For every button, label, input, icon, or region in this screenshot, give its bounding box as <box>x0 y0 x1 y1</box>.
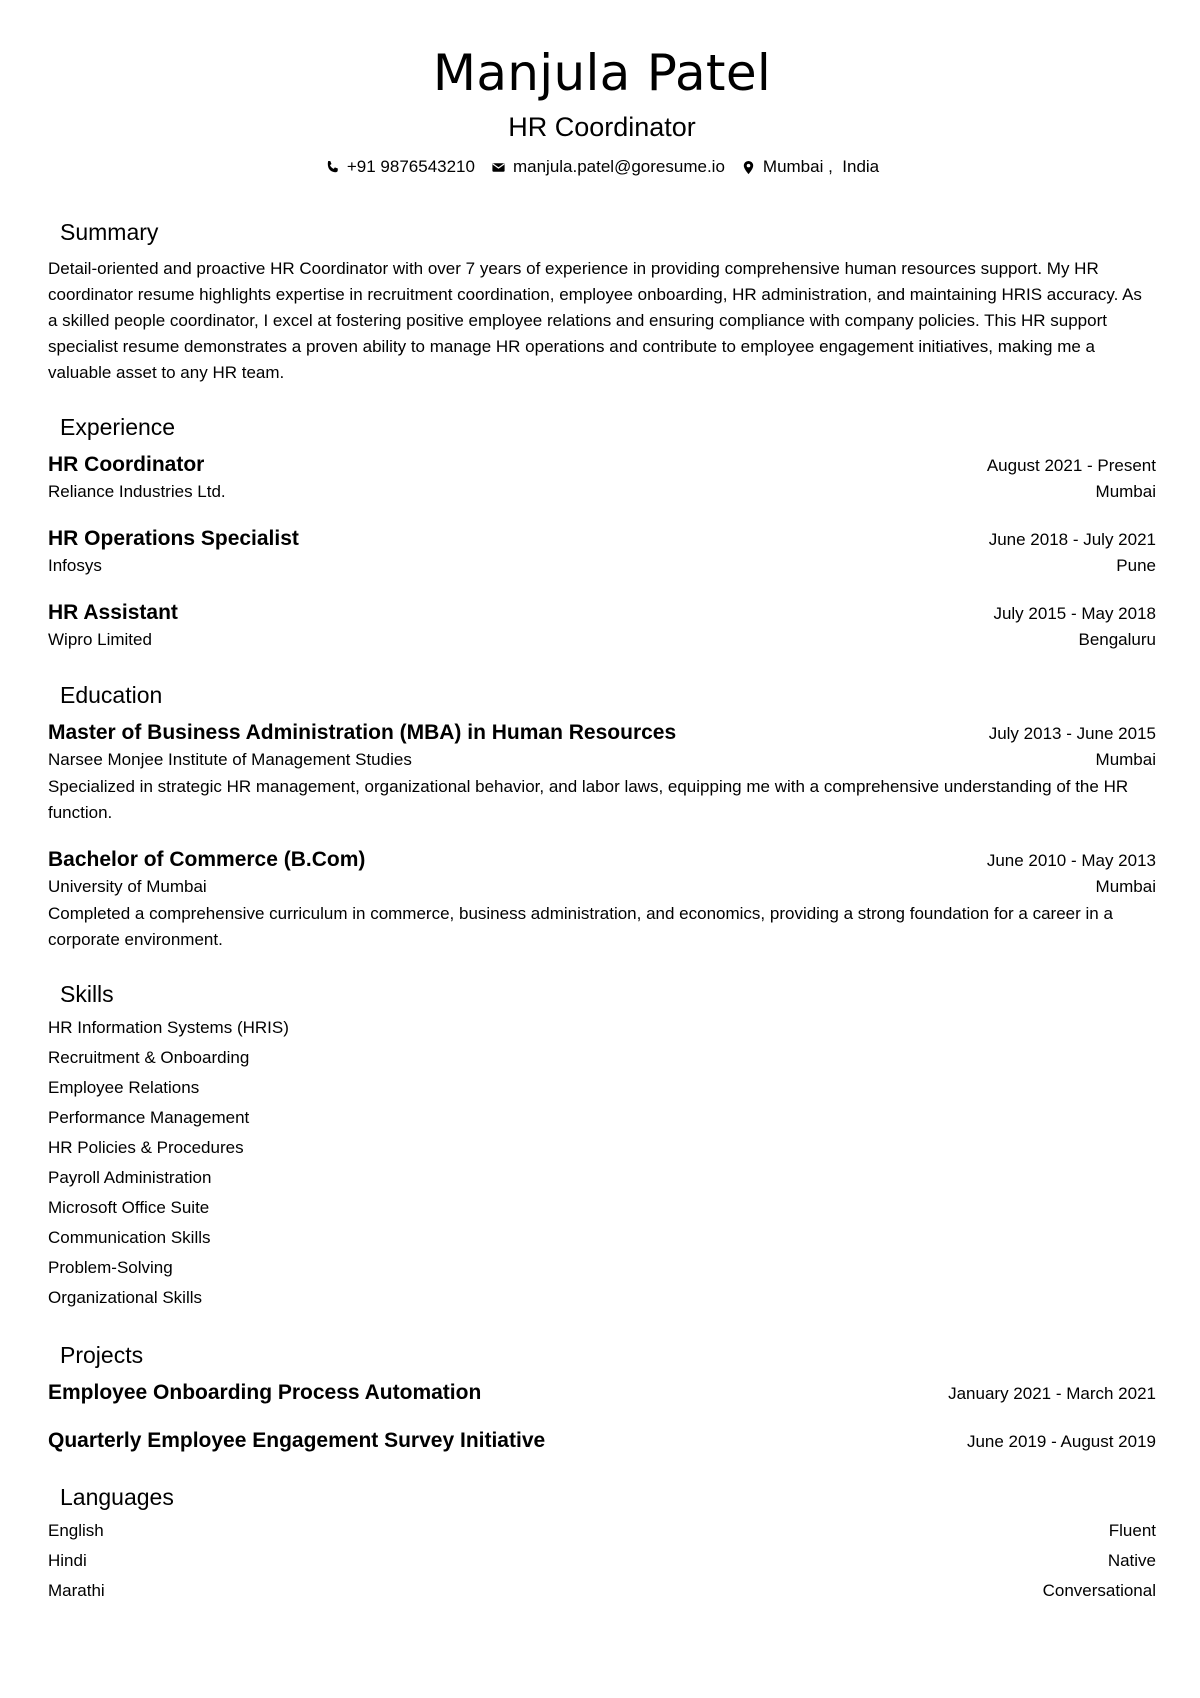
job-dates: June 2018 - July 2021 <box>988 530 1156 549</box>
entry-subheader <box>48 874 1156 900</box>
skill-item: Recruitment & Onboarding <box>48 1048 250 1067</box>
education-dates: July 2013 - June 2015 <box>988 724 1156 743</box>
entry-header <box>48 451 1156 479</box>
skills-list <box>48 1013 1156 1313</box>
phone-text: +91 9876543210 <box>346 157 475 176</box>
job-location: Pune <box>1116 556 1156 575</box>
education-dates: June 2010 - May 2013 <box>986 851 1156 870</box>
entry-subheader <box>48 747 1156 773</box>
language-level: Native <box>1107 1551 1156 1570</box>
map-pin-icon <box>741 160 756 175</box>
languages-list <box>48 1516 1156 1606</box>
language-name: Marathi <box>48 1581 105 1600</box>
language-row <box>48 1576 1156 1606</box>
education-entry <box>48 719 1156 826</box>
contact-email <box>491 156 725 178</box>
email-text: manjula.patel@goresume.io <box>512 157 725 176</box>
company-name: Infosys <box>48 556 102 575</box>
education-section <box>48 681 1156 953</box>
school-name: Narsee Monjee Institute of Management Studies <box>48 750 412 769</box>
job-location: Bengaluru <box>1078 630 1156 649</box>
envelope-icon <box>491 160 506 175</box>
job-location: Mumbai <box>1095 482 1156 501</box>
project-title: Quarterly Employee Engagement Survey Initiative <box>48 1429 546 1452</box>
section-heading-skills: Skills <box>60 981 114 1007</box>
project-entry <box>48 1379 1156 1407</box>
section-heading-education: Education <box>60 682 163 708</box>
projects-section <box>48 1341 1156 1455</box>
section-heading-languages: Languages <box>60 1484 174 1510</box>
entry-header <box>48 1427 1156 1455</box>
skill-item: Payroll Administration <box>48 1168 212 1187</box>
education-description: Completed a comprehensive curriculum in commerce, business administration, and economics, providing a strong foundation for a career in a corporate environment. <box>48 904 1113 949</box>
contact-phone <box>325 156 475 178</box>
resume-page <box>48 0 1156 1606</box>
school-name: University of Mumbai <box>48 877 207 896</box>
school-location: Mumbai <box>1095 877 1156 896</box>
entry-subheader <box>48 627 1156 653</box>
job-dates: August 2021 - Present <box>986 456 1156 475</box>
contact-location <box>741 156 879 178</box>
language-level: Conversational <box>1042 1581 1156 1600</box>
experience-entry <box>48 525 1156 579</box>
language-row <box>48 1546 1156 1576</box>
section-heading-projects: Projects <box>60 1342 144 1368</box>
phone-icon <box>325 160 340 175</box>
degree-title: Master of Business Administration (MBA) in Human Resources <box>48 721 677 744</box>
skill-item: Problem-Solving <box>48 1258 173 1277</box>
languages-section <box>48 1483 1156 1606</box>
education-description: Specialized in strategic HR management, organizational behavior, and labor laws, equipping me with a comprehensive understanding of the HR function. <box>48 777 1129 822</box>
skill-item: Microsoft Office Suite <box>48 1198 210 1217</box>
entry-header <box>48 599 1156 627</box>
skill-item: Employee Relations <box>48 1078 200 1097</box>
entry-subheader <box>48 553 1156 579</box>
language-level: Fluent <box>1108 1521 1156 1540</box>
entry-header <box>48 719 1156 747</box>
section-heading-experience: Experience <box>60 414 176 440</box>
job-title: HR Assistant <box>48 601 178 624</box>
job-title: HR Coordinator <box>48 453 205 476</box>
project-entry <box>48 1427 1156 1455</box>
skill-item: HR Policies & Procedures <box>48 1138 244 1157</box>
skill-item: HR Information Systems (HRIS) <box>48 1018 289 1037</box>
project-title: Employee Onboarding Process Automation <box>48 1381 482 1404</box>
entry-header <box>48 846 1156 874</box>
skill-item: Performance Management <box>48 1108 250 1127</box>
language-name: English <box>48 1521 104 1540</box>
skills-section <box>48 980 1156 1313</box>
project-dates: June 2019 - August 2019 <box>966 1432 1156 1451</box>
experience-entry <box>48 599 1156 653</box>
entry-header <box>48 1379 1156 1407</box>
candidate-name: Manjula Patel <box>432 44 772 102</box>
company-name: Wipro Limited <box>48 630 152 649</box>
contact-bar <box>48 156 1156 178</box>
job-dates: July 2015 - May 2018 <box>993 604 1156 623</box>
degree-title: Bachelor of Commerce (B.Com) <box>48 848 366 871</box>
entry-subheader <box>48 479 1156 505</box>
project-dates: January 2021 - March 2021 <box>948 1384 1156 1403</box>
section-heading-summary: Summary <box>60 219 159 245</box>
skill-item: Organizational Skills <box>48 1288 203 1307</box>
company-name: Reliance Industries Ltd. <box>48 482 226 501</box>
entry-header <box>48 525 1156 553</box>
job-title: HR Operations Specialist <box>48 527 299 550</box>
language-row <box>48 1516 1156 1546</box>
experience-entry <box>48 451 1156 505</box>
experience-section <box>48 413 1156 653</box>
candidate-title: HR Coordinator <box>508 112 696 142</box>
skill-item: Communication Skills <box>48 1228 211 1247</box>
summary-text: Detail-oriented and proactive HR Coordinator with over 7 years of experience in providing comprehensive human resources support. My HR coordinator resume highlights expertise in recruitment coordination, employee onboarding, HR administration, and maintaining HRIS accuracy. As a skilled people coordinator, I excel at fostering positive employee relations and ensuring compliance with company policies. This HR support specialist resume demonstrates a proven ability to manage HR operations and contribute to employee engagement initiatives, making me a valuable asset to any HR team. <box>48 259 1142 382</box>
school-location: Mumbai <box>1095 750 1156 769</box>
education-entry <box>48 846 1156 953</box>
language-name: Hindi <box>48 1551 87 1570</box>
location-text: Mumbai , India <box>762 157 880 176</box>
summary-section <box>48 218 1156 386</box>
resume-header <box>48 0 1156 178</box>
